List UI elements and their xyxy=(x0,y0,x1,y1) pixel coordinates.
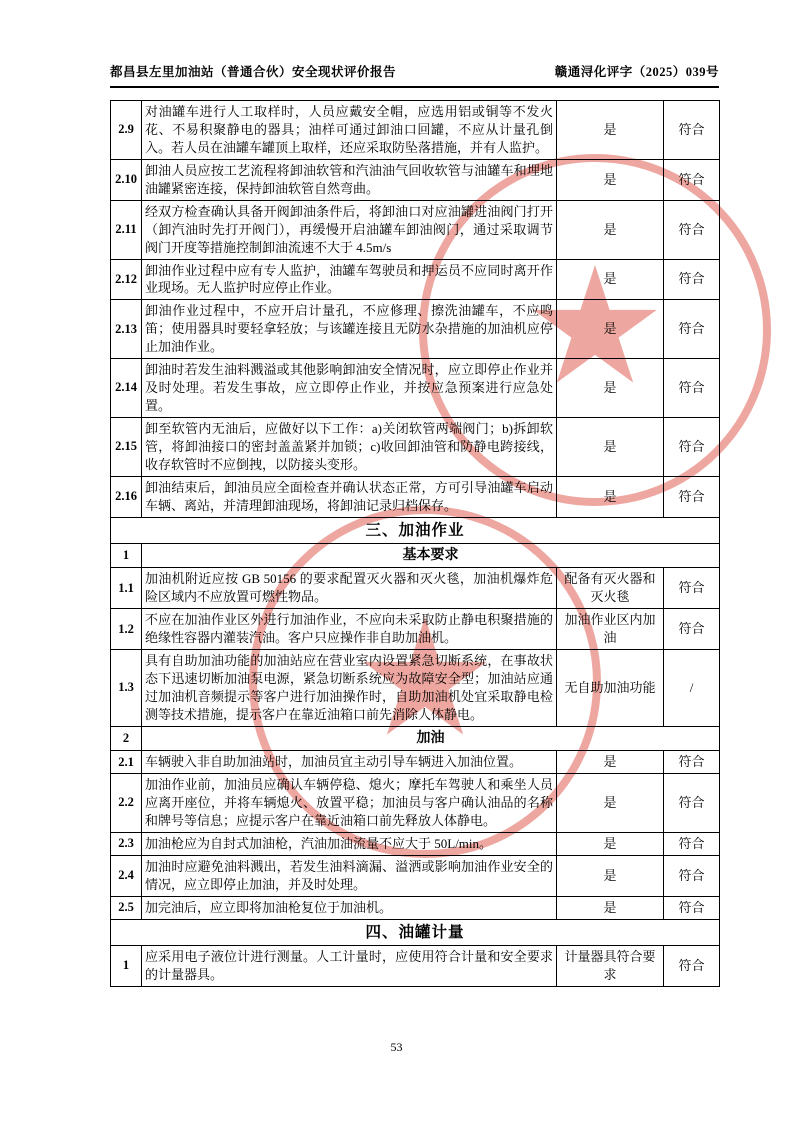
table-row xyxy=(111,946,720,987)
row-result: 符合 xyxy=(664,101,720,160)
row-number: 2.3 xyxy=(111,832,142,855)
row-result: 符合 xyxy=(664,568,720,609)
table-row xyxy=(111,855,720,896)
row-content: 应采用电子液位计进行测量。人工计量时，应使用符合计量和安全要求的计量器具。 xyxy=(142,946,557,987)
table-row xyxy=(111,650,720,727)
row-status: 是 xyxy=(557,101,664,160)
row-result: 符合 xyxy=(664,946,720,987)
row-number: 2.2 xyxy=(111,774,142,833)
row-content: 卸油作业过程中应有专人监护，油罐车驾驶员和押运员不应同时离开作业现场。无人监护时应停止作业。 xyxy=(142,259,557,300)
row-status: 是 xyxy=(557,359,664,418)
row-number: 2 xyxy=(111,726,142,750)
table-row xyxy=(111,359,720,418)
row-content: 车辆驶入非自助加油站时，加油员宜主动引导车辆进入加油位置。 xyxy=(142,751,557,774)
row-status: 配备有灭火器和灭火毯 xyxy=(557,568,664,609)
row-result: 符合 xyxy=(664,832,720,855)
row-status: 是 xyxy=(557,896,664,919)
row-content: 卸至软管内无油后，应做好以下工作：a)关闭软管两端阀门；b)拆卸软管，将卸油接口的密封盖盖紧并加锁；c)收回卸油管和防静电跨接线，收存软管时不应倒拽，以防接头变形。 xyxy=(142,418,557,477)
row-content: 卸油人员应按工艺流程将卸油软管和汽油油气回收软管与油罐车和埋地油罐紧密连接，保持卸油软管自然弯曲。 xyxy=(142,159,557,200)
row-number: 1 xyxy=(111,946,142,987)
table-row xyxy=(111,774,720,833)
row-content: 加油机附近应按 GB 50156 的要求配置灭火器和灭火毯，加油机爆炸危险区域内不应放置可燃性物品。 xyxy=(142,568,557,609)
table-row xyxy=(111,544,720,568)
row-result: 符合 xyxy=(664,200,720,259)
row-number: 2.4 xyxy=(111,855,142,896)
table-row xyxy=(111,200,720,259)
row-status: 是 xyxy=(557,300,664,359)
table-row xyxy=(111,101,720,160)
row-content: 具有自助加油功能的加油站应在营业室内设置紧急切断系统，在事故状态下迅速切断加油泵电源，紧急切断系统应为故障安全型；加油站应通过加油机音频提示等客户进行加油操作时，自助加油机处宜采取静电检测等技术措施，提示客户在靠近油箱口前先消除人体静电。 xyxy=(142,650,557,727)
row-content: 加油时应避免油料溅出，若发生油料滴漏、溢洒或影响加油作业安全的情况，应立即停止加油，并及时处理。 xyxy=(142,855,557,896)
row-status: 是 xyxy=(557,259,664,300)
row-number: 2.14 xyxy=(111,359,142,418)
row-number: 2.5 xyxy=(111,896,142,919)
row-content: 卸油结束后，卸油员应全面检查并确认状态正常，方可引导油罐车启动车辆、离站，并清理卸油现场，将卸油记录归档保存。 xyxy=(142,476,557,517)
table-row xyxy=(111,609,720,650)
row-number: 2.10 xyxy=(111,159,142,200)
row-status: 无自助加油功能 xyxy=(557,650,664,727)
page-header xyxy=(110,62,719,80)
row-number: 2.13 xyxy=(111,300,142,359)
row-result: 符合 xyxy=(664,159,720,200)
safety-evaluation-table xyxy=(110,100,720,987)
row-content: 加油枪应为自封式加油枪，汽油加油流量不应大于 50L/min。 xyxy=(142,832,557,855)
row-status: 加油作业区内加油 xyxy=(557,609,664,650)
row-number: 2.9 xyxy=(111,101,142,160)
row-result: 符合 xyxy=(664,896,720,919)
row-result: 符合 xyxy=(664,418,720,477)
table-row xyxy=(111,259,720,300)
section-row xyxy=(111,517,720,543)
row-content: 卸油作业过程中，不应开启计量孔，不应修理、擦洗油罐车，不应鸣笛；使用器具时要轻拿轻放；与该罐连接且无防水杂措施的加油机应停止加油作业。 xyxy=(142,300,557,359)
row-result: 符合 xyxy=(664,855,720,896)
row-result: / xyxy=(664,650,720,727)
row-status: 计量器具符合要求 xyxy=(557,946,664,987)
row-number: 2.15 xyxy=(111,418,142,477)
header-left-title: 都昌县左里加油站（普通合伙）安全现状评价报告 xyxy=(110,65,397,79)
table-row xyxy=(111,726,720,750)
table-row xyxy=(111,476,720,517)
row-result: 符合 xyxy=(664,774,720,833)
row-number: 2.16 xyxy=(111,476,142,517)
row-number: 2.12 xyxy=(111,259,142,300)
row-status: 是 xyxy=(557,855,664,896)
subsection-title: 基本要求 xyxy=(142,544,720,568)
table-row xyxy=(111,832,720,855)
subsection-title: 加油 xyxy=(142,726,720,750)
row-status: 是 xyxy=(557,751,664,774)
row-result: 符合 xyxy=(664,259,720,300)
row-content: 加完油后，应立即将加油枪复位于加油机。 xyxy=(142,896,557,919)
row-status: 是 xyxy=(557,476,664,517)
table-row xyxy=(111,159,720,200)
row-status: 是 xyxy=(557,418,664,477)
section-row xyxy=(111,919,720,945)
row-content: 加油作业前，加油员应确认车辆停稳、熄火；摩托车驾驶人和乘坐人员应离开座位，并将车辆熄火、放置平稳；加油员与客户确认油品的名称和牌号等信息；应提示客户在靠近油箱口前先释放人体静电。 xyxy=(142,774,557,833)
row-status: 是 xyxy=(557,159,664,200)
section-title: 四、油罐计量 xyxy=(111,919,720,945)
row-content: 经双方检查确认具备开阀卸油条件后，将卸油口对应油罐进油阀门打开（卸汽油时先打开阀门），再缓慢开启油罐车卸油阀门，通过采取调节阀门开度等措施控制卸油流速不大于 4.5m/s xyxy=(142,200,557,259)
row-result: 符合 xyxy=(664,300,720,359)
row-status: 是 xyxy=(557,832,664,855)
row-content: 卸油时若发生油料溅溢或其他影响卸油安全情况时，应立即停止作业并及时处理。若发生事故，应立即停止作业，并按应急预案进行应急处置。 xyxy=(142,359,557,418)
row-result: 符合 xyxy=(664,609,720,650)
row-result: 符合 xyxy=(664,359,720,418)
section-title: 三、加油作业 xyxy=(111,517,720,543)
header-right-doc-number: 赣通浔化评字（2025）039号 xyxy=(554,65,719,79)
row-number: 1.1 xyxy=(111,568,142,609)
row-number: 1 xyxy=(111,544,142,568)
table-row xyxy=(111,418,720,477)
row-number: 1.2 xyxy=(111,609,142,650)
table-row xyxy=(111,896,720,919)
table-row xyxy=(111,300,720,359)
row-content: 不应在加油作业区外进行加油作业，不应向未采取防止静电积聚措施的绝缘性容器内灌装汽油。客户只应操作非自助加油机。 xyxy=(142,609,557,650)
row-status: 是 xyxy=(557,774,664,833)
row-number: 1.3 xyxy=(111,650,142,727)
row-content: 对油罐车进行人工取样时，人员应戴安全帽，应选用铝或铜等不发火花、不易积聚静电的器具；油样可通过卸油口回罐，不应从计量孔倒入。若人员在油罐车罐顶上取样，还应采取防坠落措施，并有人监护。 xyxy=(142,101,557,160)
row-result: 符合 xyxy=(664,476,720,517)
table-row xyxy=(111,568,720,609)
row-status: 是 xyxy=(557,200,664,259)
table-row xyxy=(111,751,720,774)
row-number: 2.11 xyxy=(111,200,142,259)
header-divider xyxy=(110,86,719,88)
page-number: 53 xyxy=(390,1040,403,1054)
row-result: 符合 xyxy=(664,751,720,774)
page-footer xyxy=(0,1040,793,1055)
row-number: 2.1 xyxy=(111,751,142,774)
